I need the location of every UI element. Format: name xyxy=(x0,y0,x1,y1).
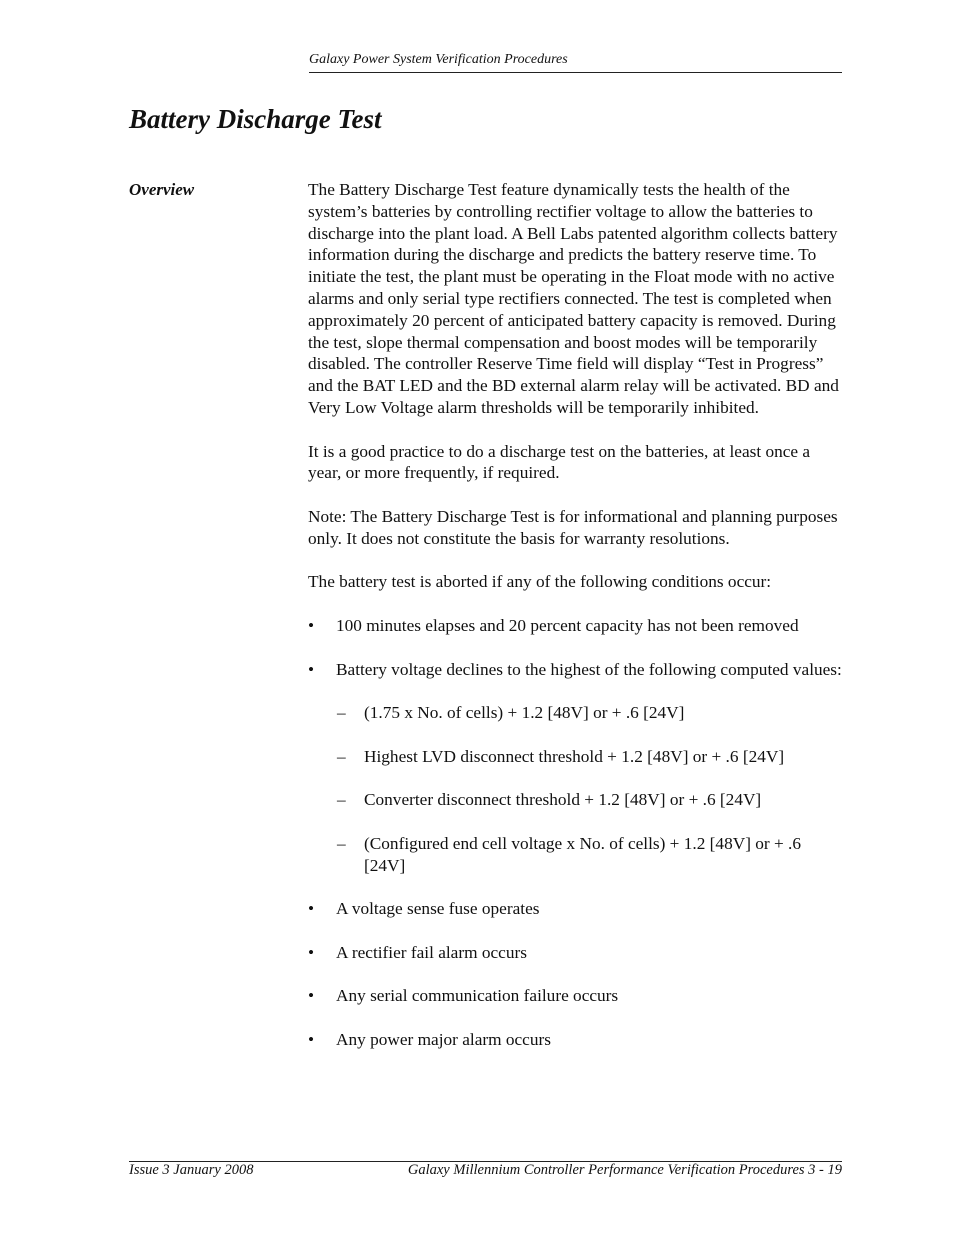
list-item xyxy=(308,898,844,920)
sub-list-item xyxy=(308,789,844,811)
list-item xyxy=(308,985,844,1007)
running-header: Galaxy Power System Verification Procedures xyxy=(309,52,568,67)
sub-list-item xyxy=(308,746,844,768)
paragraph: The Battery Discharge Test feature dynamically tests the health of the system’s batteries by controlling rectifier voltage to allow the batteries to discharge into the plant load. A Bell Labs patented algorithm collects battery information during the discharge and predicts the battery reserve time. To initiate the test, the plant must be operating in the Float mode with no active alarms and only serial type rectifiers connected. The test is completed when approximately 20 percent of anticipated battery capacity is removed. During the test, slope thermal compensation and boost modes will be temporarily disabled. The controller Reserve Time field will display “Test in Progress” and the BAT LED and the BD external alarm relay will be activated. BD and Very Low Voltage alarm thresholds will be temporarily inhibited. xyxy=(308,180,839,417)
paragraph: The battery test is aborted if any of the following conditions occur: xyxy=(308,572,772,592)
bullet-marker: • xyxy=(308,1030,315,1050)
dash-marker: – xyxy=(337,703,346,723)
list-item-text: Battery voltage declines to the highest of the following computed values: xyxy=(336,659,842,679)
sub-list-item xyxy=(308,702,844,724)
list-item xyxy=(308,659,844,681)
list-item-text: Converter disconnect threshold + 1.2 [48V] or + .6 [24V] xyxy=(364,790,762,810)
list-item-text: (1.75 x No. of cells) + 1.2 [48V] or + .6 [24V] xyxy=(364,703,685,723)
sub-list-item xyxy=(308,833,844,877)
bullet-marker: • xyxy=(308,986,315,1006)
list-item xyxy=(308,942,844,964)
section-label: Overview xyxy=(129,180,195,199)
footer-issue: Issue 3 January 2008 xyxy=(129,1162,254,1178)
list-item-text: Highest LVD disconnect threshold + 1.2 [48V] or + .6 [24V] xyxy=(364,746,785,766)
body-text xyxy=(308,179,844,1073)
list-item-text: A rectifier fail alarm occurs xyxy=(336,942,527,962)
dash-marker: – xyxy=(337,790,346,810)
footer-title-page-number: Galaxy Millennium Controller Performance Verification Procedures 3 - 19 xyxy=(407,1162,842,1178)
list-item-text: A voltage sense fuse operates xyxy=(336,899,540,919)
bullet-marker: • xyxy=(308,899,315,919)
page-title: Battery Discharge Test xyxy=(129,104,382,134)
paragraph: Note: The Battery Discharge Test is for informational and planning purposes only. It does not constitute the basis for warranty resolutions. xyxy=(308,506,838,548)
bullet-marker: • xyxy=(308,615,315,635)
paragraph: It is a good practice to do a discharge test on the batteries, at least once a year, or more frequently, if required. xyxy=(308,441,811,483)
dash-marker: – xyxy=(337,833,346,853)
list-item xyxy=(308,615,844,637)
bullet-marker: • xyxy=(308,942,315,962)
list-item xyxy=(308,1029,844,1051)
list-item-text: 100 minutes elapses and 20 percent capacity has not been removed xyxy=(336,615,799,635)
bullet-marker: • xyxy=(308,659,315,679)
dash-marker: – xyxy=(337,746,346,766)
list-item-text: (Configured end cell voltage x No. of cells) + 1.2 [48V] or + .6 [24V] xyxy=(364,833,802,875)
list-item-text: Any power major alarm occurs xyxy=(336,1030,551,1050)
header-rule xyxy=(309,72,842,73)
list-item-text: Any serial communication failure occurs xyxy=(336,986,619,1006)
